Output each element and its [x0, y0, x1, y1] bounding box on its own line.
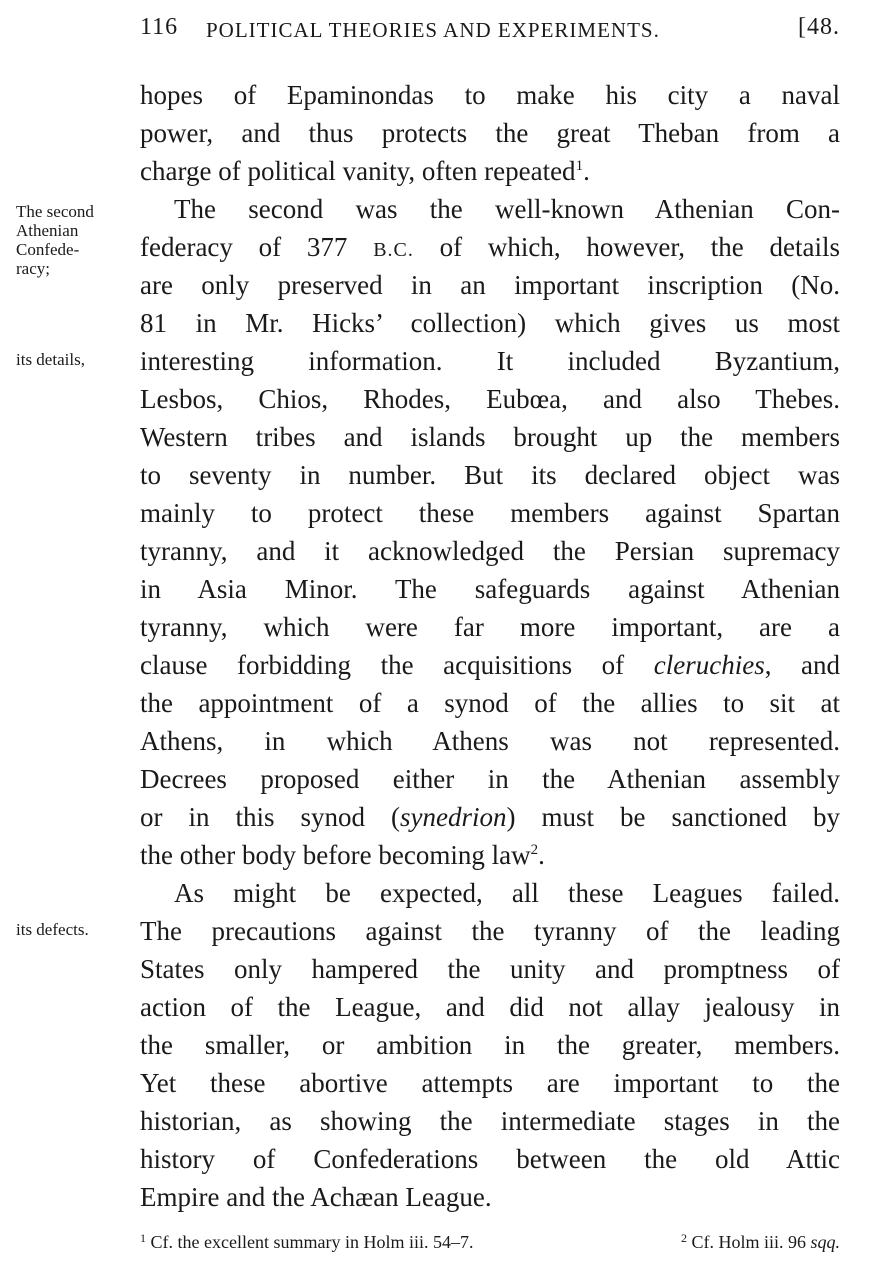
text-line: Athens, in which Athens was not represented. — [140, 726, 840, 756]
italic-term: cleruchies — [653, 650, 765, 680]
text-line: power, and thus protects the great Theban from a — [140, 118, 840, 148]
margin-note-line: racy; — [16, 259, 50, 278]
margin-note-line: Athenian — [16, 221, 79, 240]
text-line: The precautions against the tyranny of the leading — [140, 916, 840, 946]
margin-note-line: Confede- — [16, 240, 80, 259]
text-line: to seventy in number. But its declared object was — [140, 460, 840, 490]
text-line: historian, as showing the intermediate stages in the — [140, 1106, 840, 1136]
text-line: As might be expected, all these Leagues failed. — [174, 878, 840, 908]
text-line: clause forbidding the acquisitions of cleruchies, and — [140, 650, 840, 680]
text-line: 81 in Mr. Hicks’ collection) which gives us most — [140, 308, 840, 338]
text-line: Yet these abortive attempts are important to the — [140, 1068, 840, 1098]
text-line: or in this synod (synedrion) must be sanctioned by — [140, 802, 840, 832]
main-text — [140, 76, 840, 1216]
footnote-ref: 1 — [575, 158, 584, 174]
page-number: 116 — [140, 14, 179, 40]
text-line: The second was the well-known Athenian Con- — [174, 194, 840, 224]
text-line: the other body before becoming law$^2$. — [140, 840, 545, 870]
text-line: Empire and the Achæan League. — [140, 1182, 492, 1212]
footnote-2: $^2$ Cf. Holm iii. 96 sqq. — [680, 1231, 840, 1252]
footnote-ref: 2 — [530, 842, 539, 858]
margin-note-second-confederacy — [16, 202, 94, 278]
text-line: federacy of 377 B.C. of which, however, the details — [140, 232, 840, 262]
text-line: Decrees proposed either in the Athenian assembly — [140, 764, 840, 794]
text-line: the smaller, or ambition in the greater, members. — [140, 1030, 840, 1060]
italic-term: synedrion — [400, 802, 507, 832]
footnote-mark: 2 — [680, 1231, 687, 1245]
text-line: history of Confederations between the old Attic — [140, 1144, 840, 1174]
text-line: Western tribes and islands brought up the members — [140, 422, 840, 452]
text-line: hopes of Epaminondas to make his city a naval — [140, 80, 840, 110]
text-line: mainly to protect these members against Spartan — [140, 498, 840, 528]
text-line: are only preserved in an important inscription (No. — [140, 270, 840, 300]
text-line: States only hampered the unity and promptness of — [140, 954, 840, 984]
text-line: interesting information. It included Byzantium, — [140, 346, 840, 376]
text-line: tyranny, and it acknowledged the Persian supremacy — [140, 536, 840, 566]
text-line: tyranny, which were far more important, are a — [140, 612, 840, 642]
footnote-1: $^1$ Cf. the excellent summary in Holm iii. 54–7. — [140, 1231, 474, 1252]
text-line: action of the League, and did not allay jealousy in — [140, 992, 840, 1022]
section-number: [48. — [798, 14, 840, 40]
text-line: Lesbos, Chios, Rhodes, Eubœa, and also Thebes. — [140, 384, 840, 414]
text-line: charge of political vanity, often repeated$^1$. — [140, 156, 590, 186]
margin-note-line: The second — [16, 202, 94, 221]
margin-note-defects: its defects. — [16, 920, 89, 939]
footnote-mark: 1 — [140, 1231, 146, 1245]
running-header — [140, 14, 840, 48]
footnotes — [140, 1232, 840, 1262]
text-line: the appointment of a synod of the allies to sit at — [140, 688, 840, 718]
margin-note-details: its details, — [16, 350, 85, 369]
running-title: POLITICAL THEORIES AND EXPERIMENTS. — [206, 18, 660, 42]
text-line: in Asia Minor. The safeguards against Athenian — [140, 574, 840, 604]
